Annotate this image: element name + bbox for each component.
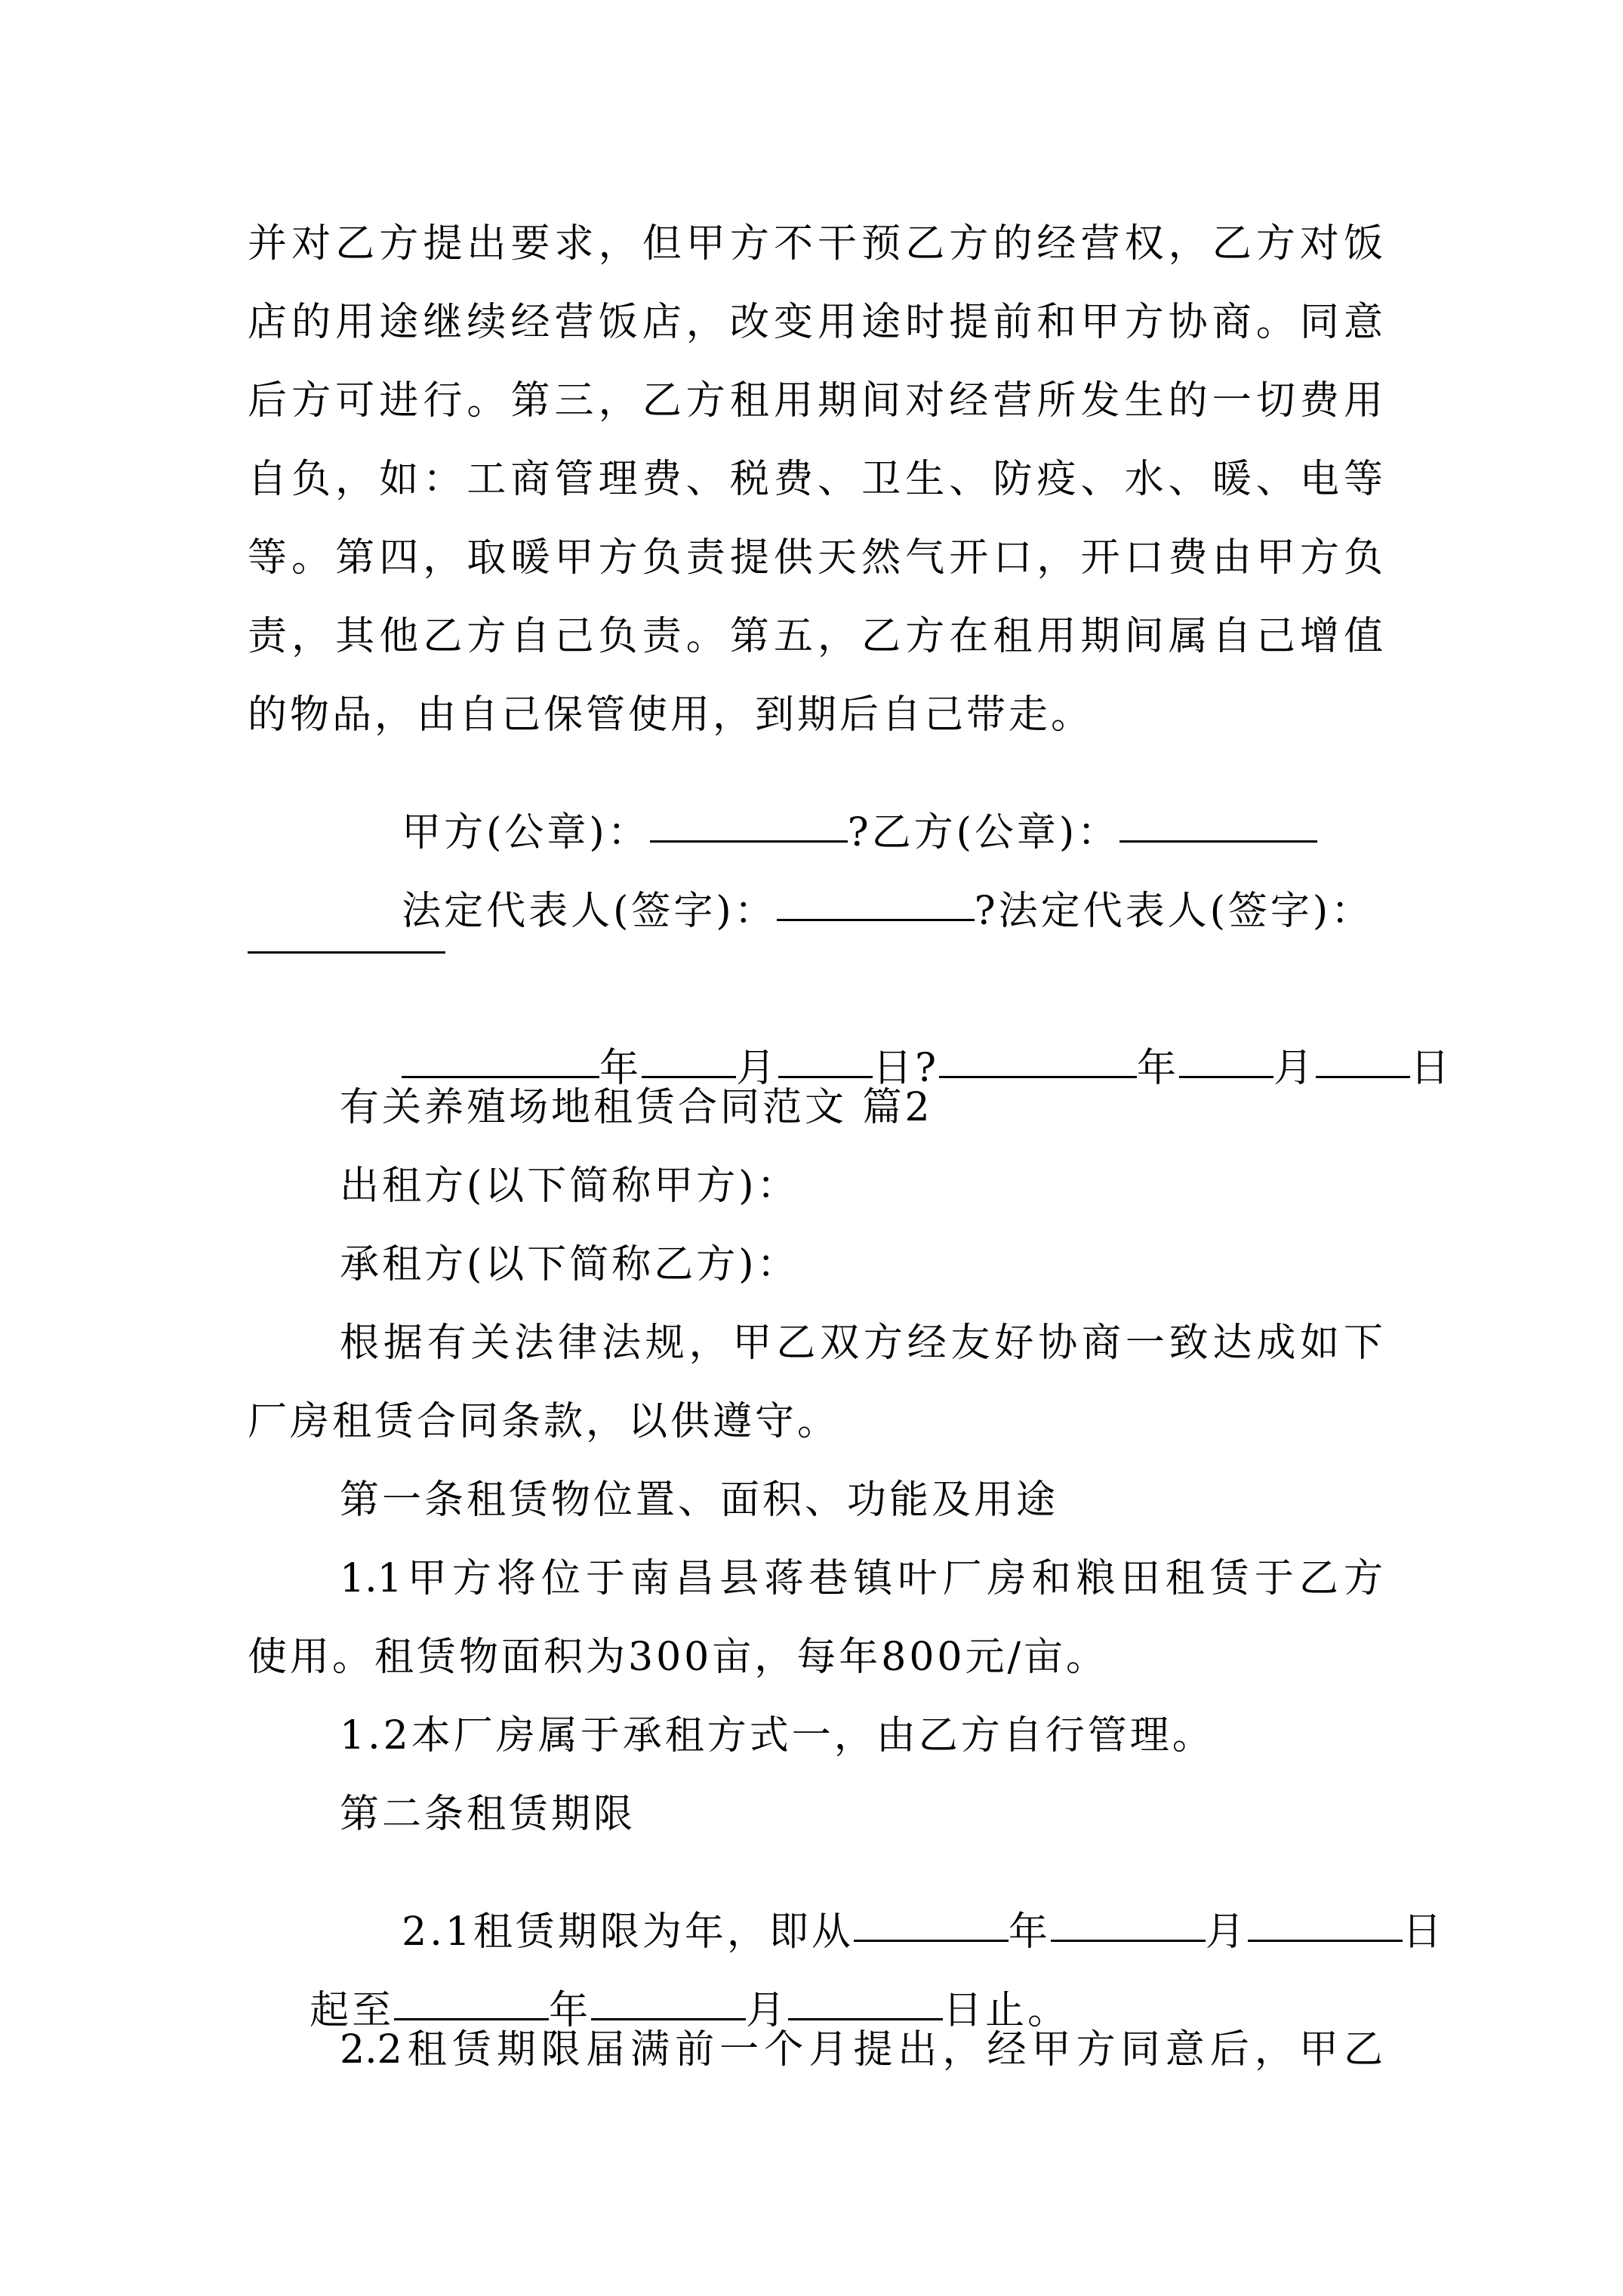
blank-underline [591,2017,746,2020]
section-heading: 有关养殖场地租赁合同范文 篇2 [340,1085,933,1130]
blank-underline [1316,1075,1410,1078]
paragraph-line: 店的用途继续经营饭店，改变用途时提前和甲方协商。同意 [248,300,1383,345]
blank-underline [1179,1075,1273,1078]
paragraph-line: 1.1甲方将位于南昌县蒋巷镇叶厂房和粮田租赁于乙方 [340,1556,1383,1601]
lessor-line: 出租方(以下简称甲方)： [340,1163,799,1209]
paragraph-line: 并对乙方提出要求，但甲方不干预乙方的经营权，乙方对饭 [248,221,1383,267]
year-label: 年 [1008,1909,1051,1955]
year-label: 年 [599,1046,642,1091]
paragraph-line: 根据有关法律法规，甲乙双方经友好协商一致达成如下 [340,1321,1383,1366]
blank-underline [248,951,445,954]
blank-underline [1051,1939,1206,1942]
paragraph-line: 2.2租赁期限届满前一个月提出，经甲方同意后，甲乙 [340,2027,1383,2073]
article-title: 第二条租赁期限 [340,1792,636,1837]
blank-underline [402,1075,599,1078]
party-a-seal-label: 甲方(公章)： [402,810,650,855]
signature-line-rep [340,852,1623,970]
blank-underline [1119,840,1317,843]
term-prefix: 2.1租赁期限为年，即从 [402,1909,854,1955]
month-label: 月 [736,1046,779,1091]
term-end: 日止。 [943,1988,1070,2033]
blank-underline [777,918,975,921]
rep-b-label: ?法定代表人(签字)： [974,889,1374,934]
blank-underline [939,1075,1137,1078]
paragraph-line: 使用。租赁物面积为300亩，每年800元/亩。 [248,1635,1109,1680]
year-label: 年 [1137,1046,1180,1091]
paragraph-line: 自负，如：工商管理费、税费、卫生、防疫、水、暖、电等 [248,457,1383,502]
blank-underline [394,2017,549,2020]
month-label: 月 [1205,1909,1248,1955]
year-label: 年 [549,1988,592,2033]
day-label: 日 [1402,1909,1445,1955]
paragraph-line: 的物品，由自己保管使用，到期后自己带走。 [248,692,1094,738]
blank-underline [1248,1939,1403,1942]
lessee-line: 承租方(以下简称乙方)： [340,1242,799,1287]
day-label: 日? [873,1046,940,1091]
party-b-seal-label: ?乙方(公章)： [847,810,1120,855]
blank-underline [642,1075,736,1078]
month-label: 月 [746,1988,789,2033]
month-label: 月 [1273,1046,1317,1091]
day-label: 日 [1410,1046,1453,1091]
paragraph-line: 厂房租赁合同条款，以供遵守。 [248,1399,840,1444]
paragraph-line: 1.2本厂房属于承租方式一，由乙方自行管理。 [340,1713,1215,1758]
term-prefix: 起至 [310,1988,395,2033]
blank-underline [778,1075,873,1078]
paragraph-line: 等。第四，取暖甲方负责提供天然气开口，开口费由甲方负 [248,535,1383,581]
paragraph-line: 责，其他乙方自己负责。第五，乙方在租用期间属自己增值 [248,614,1383,659]
paragraph-line: 后方可进行。第三，乙方租用期间对经营所发生的一切费用 [248,378,1383,424]
blank-underline [650,840,848,843]
rep-a-label: 法定代表人(签字)： [402,889,777,934]
article-title: 第一条租赁物位置、面积、功能及用途 [340,1478,1059,1523]
blank-underline [854,1939,1009,1942]
blank-underline [788,2017,943,2020]
